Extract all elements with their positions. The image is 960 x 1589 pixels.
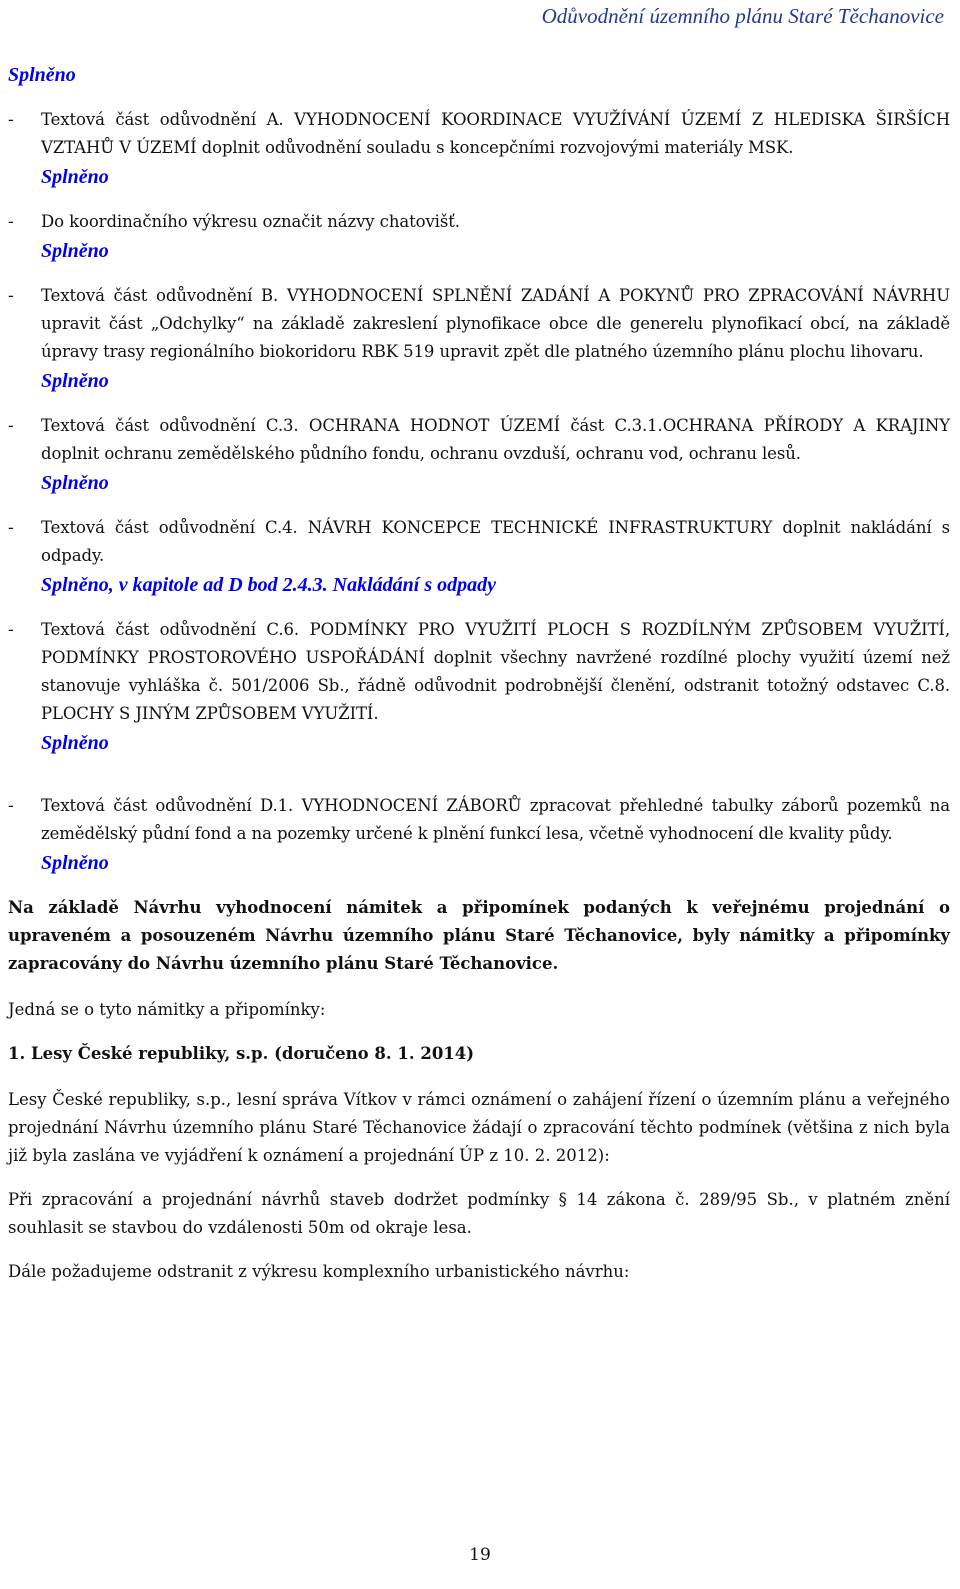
list-dash: -: [8, 110, 14, 130]
list-item-text: Textová část odůvodnění C.3. OCHRANA HODNOT ÚZEMÍ část C.3.1.OCHRANA PŘÍRODY A KRAJINY doplnit ochranu zemědělského půdního fondu, ochranu ovzduší, ochranu vod, ochranu lesů.: [41, 416, 950, 463]
status-fulfilled: Splněno: [8, 64, 76, 86]
list-item-text: Textová část odůvodnění D.1. VYHODNOCENÍ ZÁBORŮ zpracovat přehledné tabulky záborů pozemků na zemědělský půdní fond a na pozemky určené k plnění funkcí lesa, včetně vyhodnocení dle kvality půdy.: [41, 796, 950, 843]
list-item-text: Textová část odůvodnění C.6. PODMÍNKY PRO VYUŽITÍ PLOCH S ROZDÍLNÝM ZPŮSOBEM VYUŽITÍ, PODMÍNKY PROSTOROVÉHO USPOŘÁDÁNÍ doplnit všechny navržené rozdílné plochy využití území než stanovuje vyhláška č. 501/2006 Sb., řádně odůvodnit podrobnější členění, odstranit totožný odstavec C.8. PLOCHY S JINÝM ZPŮSOBEM VYUŽITÍ.: [41, 620, 950, 723]
list-item-text: Do koordinačního výkresu označit názvy chatovišť.: [41, 212, 460, 231]
list-dash: -: [8, 286, 14, 306]
status-fulfilled: Splněno: [41, 732, 109, 754]
list-item-text: Textová část odůvodnění A. VYHODNOCENÍ KOORDINACE VYUŽÍVÁNÍ ÚZEMÍ Z HLEDISKA ŠIRŠÍCH VZTAHŮ V ÚZEMÍ doplnit odůvodnění souladu s koncepčními rozvojovými materiály MSK.: [41, 110, 950, 157]
list-item: [8, 106, 950, 162]
list-item: [8, 514, 950, 570]
list-dash: -: [8, 620, 14, 640]
list-item: [8, 412, 950, 468]
body-paragraph: Lesy České republiky, s.p., lesní správa Vítkov v rámci oznámení o zahájení řízení o územním plánu a veřejného projednání Návrhu územního plánu Staré Těchanovice žádají o zpracování těchto podmínek (většina z nich byla již byla zaslána ve vyjádření k oznámení a projednání ÚP z 10. 2. 2012):: [8, 1090, 950, 1165]
list-item: [8, 792, 950, 848]
status-fulfilled: Splněno, v kapitole ad D bod 2.4.3. Nakládání s odpady: [41, 574, 497, 596]
list-item-text: Textová část odůvodnění C.4. NÁVRH KONCEPCE TECHNICKÉ INFRASTRUKTURY doplnit nakládání s odpady.: [41, 518, 950, 565]
page-header-title: Odůvodnění územního plánu Staré Těchanovice: [541, 4, 944, 28]
list-dash: -: [8, 518, 14, 538]
summary-paragraph: Na základě Návrhu vyhodnocení námitek a připomínek podaných k veřejnému projednání o upraveném a posouzeném Návrhu územního plánu Staré Těchanovice, byly námitky a připomínky zapracovány do Návrhu územního plánu Staré Těchanovice.: [8, 898, 950, 973]
list-item: [8, 282, 950, 366]
status-fulfilled: Splněno: [41, 852, 109, 874]
list-item: [8, 208, 950, 236]
body-paragraph: Při zpracování a projednání návrhů staveb dodržet podmínky § 14 zákona č. 289/95 Sb., v platném znění souhlasit se stavbou do vzdálenosti 50m od okraje lesa.: [8, 1190, 950, 1237]
status-fulfilled: Splněno: [41, 472, 109, 494]
list-dash: -: [8, 796, 14, 816]
section-heading: 1. Lesy České republiky, s.p. (doručeno 8. 1. 2014): [8, 1044, 475, 1063]
list-item-text: Textová část odůvodnění B. VYHODNOCENÍ SPLNĚNÍ ZADÁNÍ A POKYNŮ PRO ZPRACOVÁNÍ NÁVRHU upravit část „Odchylky“ na základě zakreslení plynofikace obce dle generelu plynofikací obcí, na základě úpravy trasy regionálního biokoridoru RBK 519 upravit zpět dle platného územního plánu plochu lihovaru.: [41, 286, 950, 361]
status-fulfilled: Splněno: [41, 166, 109, 188]
list-dash: -: [8, 416, 14, 436]
status-fulfilled: Splněno: [41, 240, 109, 262]
list-item: [8, 616, 950, 728]
list-dash: -: [8, 212, 14, 232]
status-fulfilled: Splněno: [41, 370, 109, 392]
document-body: [8, 60, 950, 1302]
body-paragraph: Dále požadujeme odstranit z výkresu komplexního urbanistického návrhu:: [8, 1262, 630, 1281]
page-number: 19: [469, 1545, 491, 1565]
intro-paragraph: Jedná se o tyto námitky a připomínky:: [8, 1000, 326, 1019]
